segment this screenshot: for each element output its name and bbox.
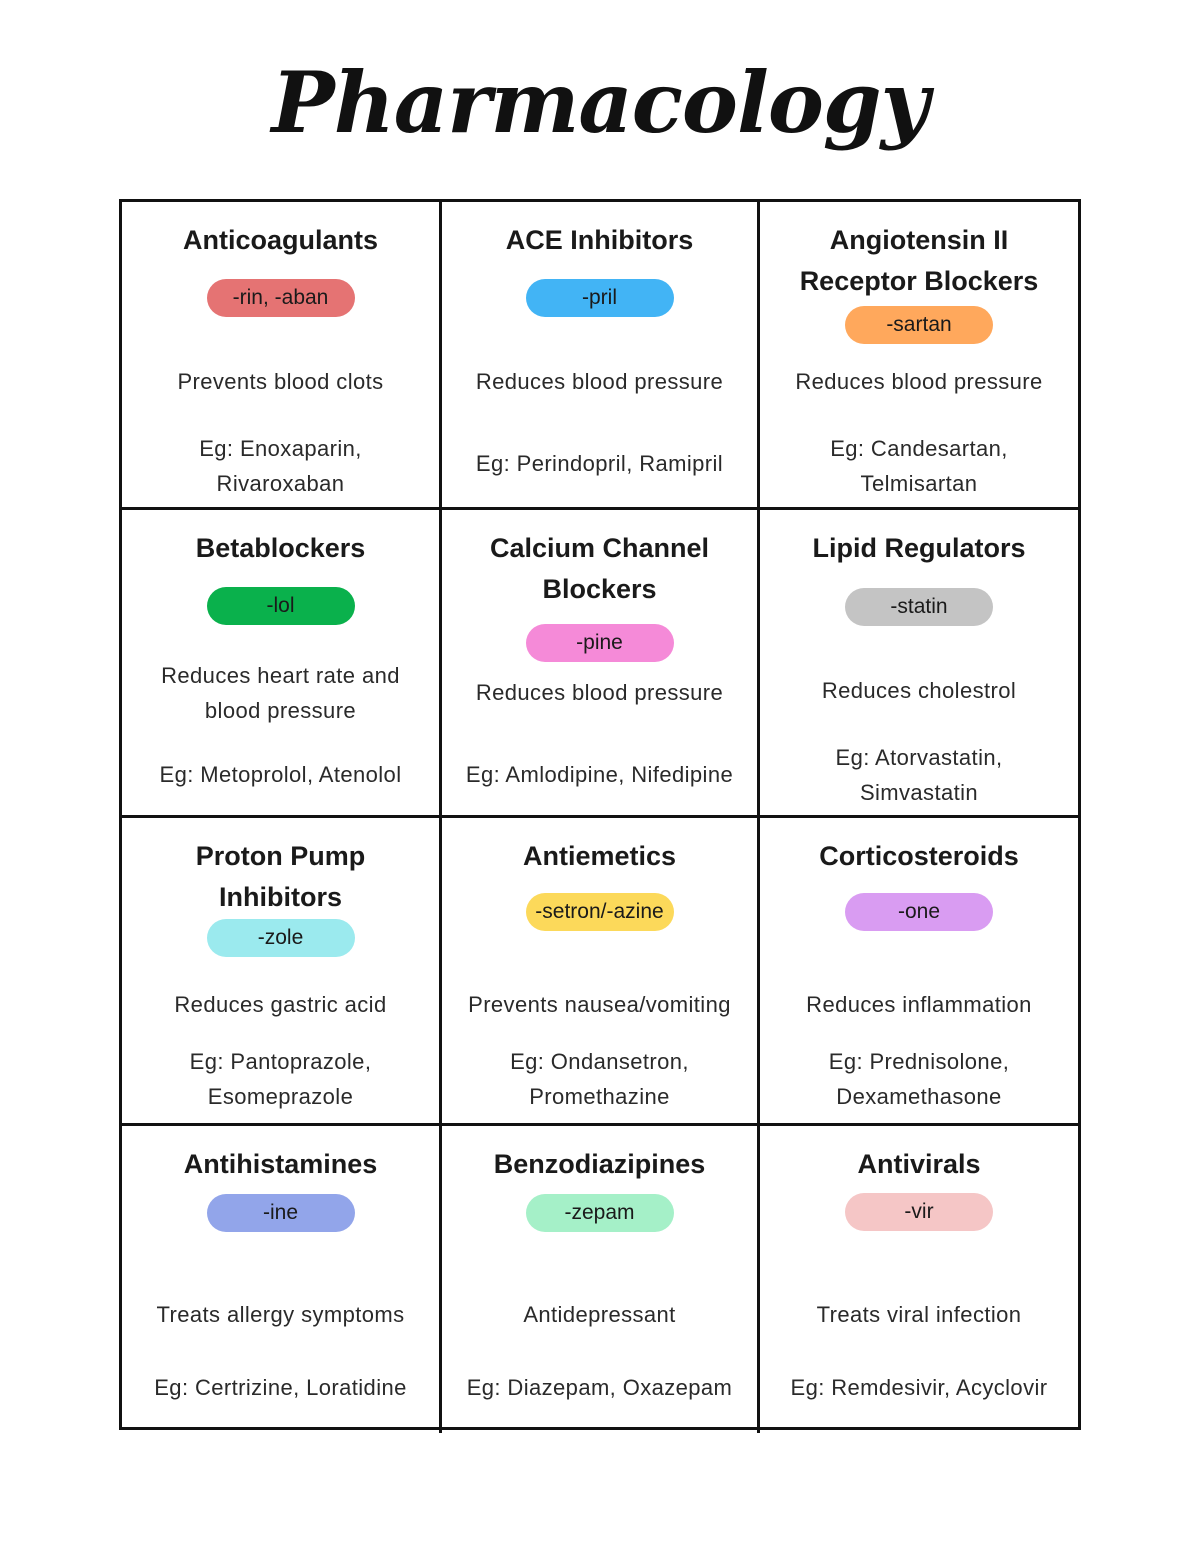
example-text: Eg: Amlodipine, Nifedipine: [465, 762, 734, 787]
example-text: Eg: Pantoprazole, Esomeprazole: [189, 1049, 372, 1109]
drug-class-card-arb: [760, 202, 1078, 510]
drug-class-card-lipid-regulators: [760, 510, 1078, 818]
drug-class-card-antivirals: [760, 1126, 1078, 1433]
suffix-pill: -one: [845, 893, 993, 931]
suffix-pill: -zepam: [526, 1194, 674, 1232]
example-text: Eg: Certrizine, Loratidine: [154, 1375, 407, 1400]
effect-text: Reduces inflammation: [806, 992, 1032, 1017]
suffix-pill: -setron/-azine: [526, 893, 674, 931]
example-text: Eg: Atorvastatin, Simvastatin: [835, 745, 1003, 805]
suffix-pill: -zole: [207, 919, 355, 957]
class-name: Anticoagulants: [182, 225, 378, 255]
effect-text: Reduces cholestrol: [821, 678, 1017, 703]
drug-class-card-betablockers: [122, 510, 442, 818]
effect-text: Reduces gastric acid: [174, 992, 387, 1017]
effect-text: Reduces heart rate and blood pressure: [161, 663, 400, 723]
class-name: Corticosteroids: [819, 841, 1019, 871]
example-text: Eg: Diazepam, Oxazepam: [466, 1375, 733, 1400]
effect-text: Treats allergy symptoms: [156, 1302, 405, 1327]
class-name: Antiemetics: [522, 841, 677, 871]
effect-text: Reduces blood pressure: [795, 369, 1043, 394]
suffix-pill: -statin: [845, 588, 993, 626]
class-name: Antivirals: [857, 1149, 981, 1179]
suffix-pill: -pril: [526, 279, 674, 317]
suffix-pill: -lol: [207, 587, 355, 625]
class-name: Proton Pump Inhibitors: [195, 841, 366, 912]
drug-class-grid: [119, 199, 1081, 1430]
drug-class-card-antihistamines: [122, 1126, 442, 1433]
effect-text: Antidepressant: [523, 1302, 676, 1327]
effect-text: Prevents blood clots: [177, 369, 384, 394]
class-name: ACE Inhibitors: [505, 225, 694, 255]
effect-text: Prevents nausea/vomiting: [468, 992, 731, 1017]
class-name: Betablockers: [195, 533, 366, 563]
class-name: Lipid Regulators: [812, 533, 1026, 563]
example-text: Eg: Candesartan, Telmisartan: [830, 436, 1008, 496]
class-name: Benzodiazipines: [493, 1149, 706, 1179]
example-text: Eg: Enoxaparin, Rivaroxaban: [199, 436, 362, 496]
class-name: Angiotensin II Receptor Blockers: [799, 225, 1039, 296]
example-text: Eg: Remdesivir, Acyclovir: [790, 1375, 1048, 1400]
suffix-pill: -ine: [207, 1194, 355, 1232]
example-text: Eg: Perindopril, Ramipril: [475, 451, 724, 476]
drug-class-card-antiemetics: [442, 818, 760, 1126]
page-title: Pharmacology: [271, 53, 929, 152]
example-text: Eg: Ondansetron, Promethazine: [510, 1049, 689, 1109]
effect-text: Treats viral infection: [816, 1302, 1022, 1327]
drug-class-card-calcium-channel-blockers: [442, 510, 760, 818]
class-name: Antihistamines: [183, 1149, 378, 1179]
effect-text: Reduces blood pressure: [475, 369, 724, 394]
drug-class-card-corticosteroids: [760, 818, 1078, 1126]
suffix-pill: -sartan: [845, 306, 993, 344]
drug-class-card-proton-pump-inhibitors: [122, 818, 442, 1126]
drug-class-card-anticoagulants: [122, 202, 442, 510]
example-text: Eg: Prednisolone, Dexamethasone: [828, 1049, 1010, 1109]
drug-class-card-benzodiazipines: [442, 1126, 760, 1433]
suffix-pill: -rin, -aban: [207, 279, 355, 317]
example-text: Eg: Metoprolol, Atenolol: [159, 762, 402, 787]
drug-class-card-ace-inhibitors: [442, 202, 760, 510]
suffix-pill: -vir: [845, 1193, 993, 1231]
class-name: Calcium Channel Blockers: [489, 533, 710, 604]
suffix-pill: -pine: [526, 624, 674, 662]
effect-text: Reduces blood pressure: [475, 680, 724, 705]
